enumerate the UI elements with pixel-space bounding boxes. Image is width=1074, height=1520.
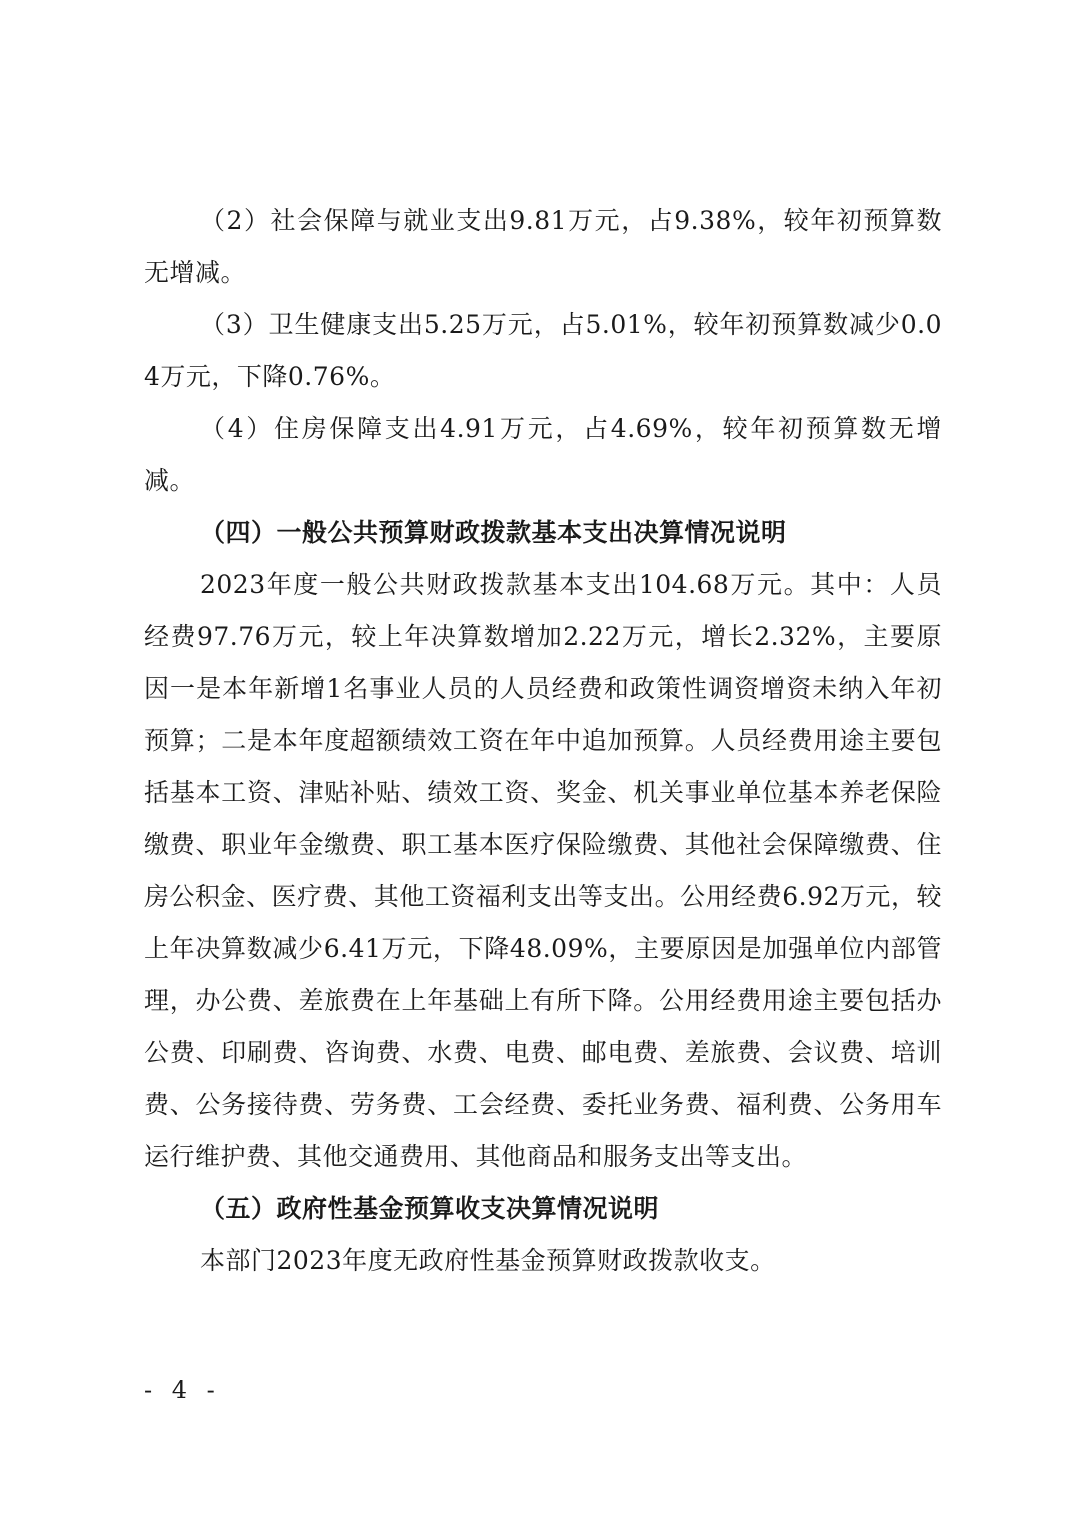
section-heading-government-fund: （五）政府性基金预算收支决算情况说明: [200, 1194, 660, 1223]
section-heading-basic-expenditure: （四）一般公共预算财政拨款基本支出决算情况说明: [200, 518, 787, 547]
paragraph-social-security: （2）社会保障与就业支出9.81万元，占9.38%，较年初预算数无增减。: [144, 206, 942, 287]
paragraph-health: （3）卫生健康支出5.25万元，占5.01%，较年初预算数减少0.04万元，下降0.76%。: [144, 310, 942, 391]
paragraph-government-fund: 本部门2023年度无政府性基金预算财政拨款收支。: [200, 1246, 776, 1275]
document-body: [144, 195, 942, 1287]
page-number: - 4 -: [144, 1376, 221, 1404]
paragraph-basic-expenditure: 2023年度一般公共财政拨款基本支出104.68万元。其中：人员经费97.76万元，较上年决算数增加2.22万元，增长2.32%，主要原因一是本年新增1名事业人员的人员经费和政策性调资增资未纳入年初预算；二是本年度超额绩效工资在年中追加预算。人员经费用途主要包括基本工资、津贴补贴、绩效工资、奖金、机关事业单位基本养老保险缴费、职业年金缴费、职工基本医疗保险缴费、其他社会保障缴费、住房公积金、医疗费、其他工资福利支出等支出。公用经费6.92万元，较上年决算数减少6.41万元，下降48.09%，主要原因是加强单位内部管理，办公费、差旅费在上年基础上有所下降。公用经费用途主要包括办公费、印刷费、咨询费、水费、电费、邮电费、差旅费、会议费、培训费、公务接待费、劳务费、工会经费、委托业务费、福利费、公务用车运行维护费、其他交通费用、其他商品和服务支出等支出。: [144, 570, 942, 1171]
paragraph-housing: （4）住房保障支出4.91万元，占4.69%，较年初预算数无增减。: [144, 414, 942, 495]
